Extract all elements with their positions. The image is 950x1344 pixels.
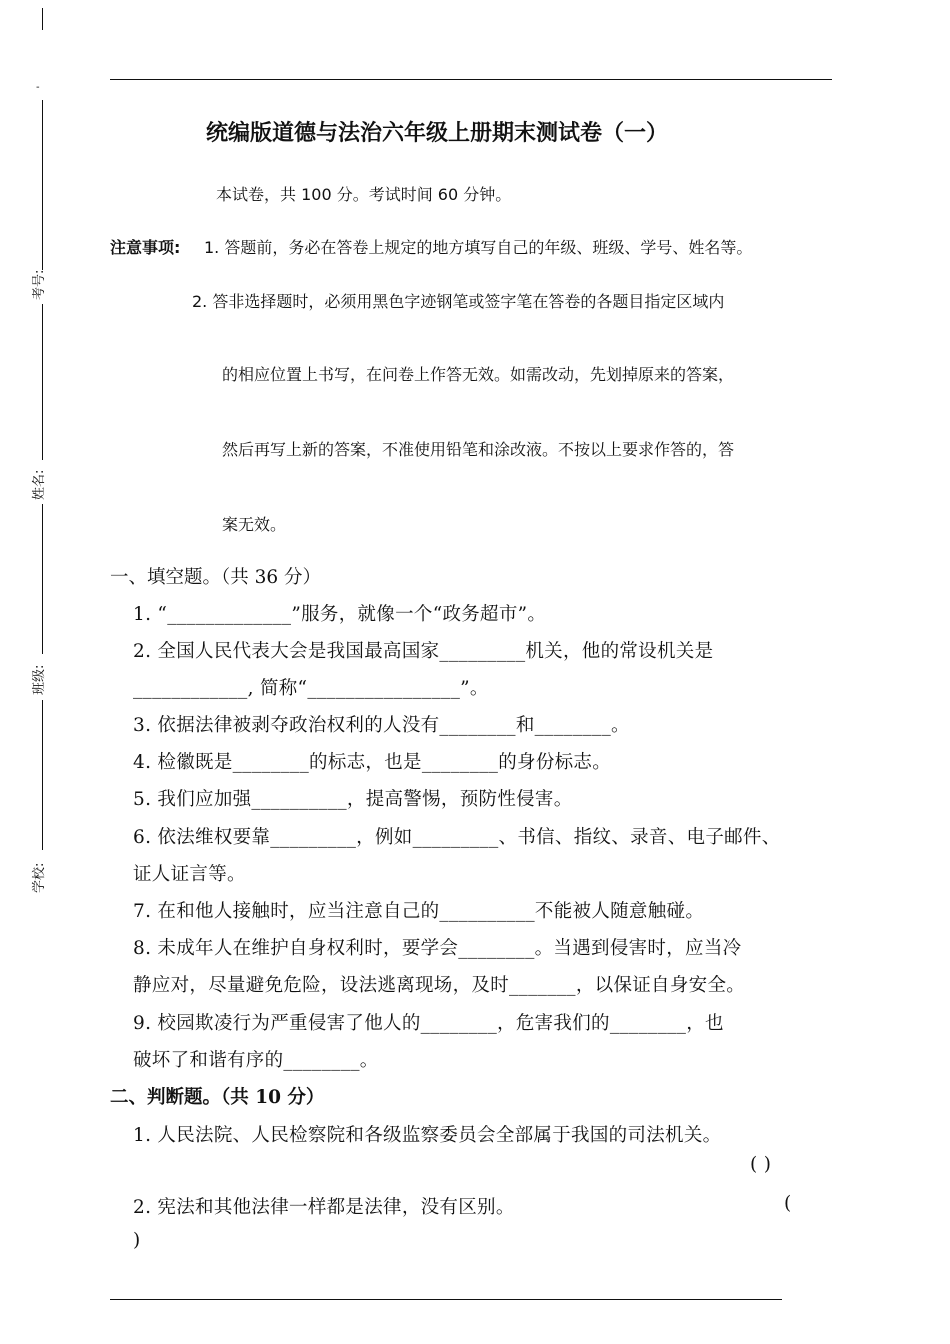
margin-mark: - bbox=[36, 82, 40, 93]
fill-question-9-line-1: 9. 校园欺凌行为严重侵害了他人的________，危害我们的________，也 bbox=[133, 1013, 724, 1034]
kaohao-label: 考号: bbox=[32, 269, 47, 300]
notice-item-2-line-4: 案无效。 bbox=[222, 515, 287, 534]
fill-question-7: 7. 在和他人接触时，应当注意自己的__________不能被人随意触碰。 bbox=[133, 901, 705, 922]
fill-question-9-line-2: 破坏了和谐有序的________。 bbox=[133, 1050, 379, 1071]
fill-question-2-line-2: ____________, 简称“________________”。 bbox=[133, 678, 489, 699]
fill-question-5: 5. 我们应加强__________，提高警惕，预防性侵害。 bbox=[133, 789, 573, 810]
fill-question-3: 3. 依据法律被剥夺政治权利的人没有________和________。 bbox=[133, 715, 630, 736]
xuexiao-label: 学校: bbox=[32, 862, 47, 893]
fill-question-4: 4. 检徽既是________的标志，也是________的身份标志。 bbox=[133, 752, 612, 773]
section-1-heading: 一、填空题。（共 36 分） bbox=[110, 567, 322, 588]
page-title: 统编版道德与法治六年级上册期末测试卷（一） bbox=[206, 121, 669, 146]
fill-question-2-line-1: 2. 全国人民代表大会是我国最高国家_________机关，他的常设机关是 bbox=[133, 641, 714, 662]
judge-question-1-answer-paren: ( ) bbox=[750, 1154, 772, 1175]
judge-question-2-paren-open: ( bbox=[784, 1193, 792, 1214]
fill-question-8-line-2: 静应对，尽量避免危险，设法逃离现场，及时_______，以保证自身安全。 bbox=[133, 975, 746, 996]
margin-line-1 bbox=[42, 100, 43, 270]
notice-label: 注意事项: bbox=[110, 238, 181, 257]
xingming-label: 姓名: bbox=[32, 469, 47, 500]
bottom-rule bbox=[110, 1299, 782, 1300]
margin-top-tick bbox=[42, 8, 43, 30]
banji-label: 班级: bbox=[32, 664, 47, 695]
judge-question-2-paren-close: ) bbox=[133, 1230, 141, 1251]
margin-line-3 bbox=[42, 504, 43, 654]
notice-item-2-line-3: 然后再写上新的答案，不准使用铅笔和涂改液。不按以上要求作答的，答 bbox=[222, 440, 735, 459]
fill-question-1: 1. “_____________”服务，就像一个“政务超市”。 bbox=[133, 604, 547, 625]
section-2-heading: 二、判断题。（共 10 分） bbox=[110, 1087, 325, 1108]
notice-item-1: 1. 答题前，务必在答卷上规定的地方填写自己的年级、班级、学号、姓名等。 bbox=[204, 238, 753, 257]
fill-question-6-line-2: 证人证言等。 bbox=[133, 864, 246, 885]
exam-info: 本试卷，共 100 分。考试时间 60 分钟。 bbox=[216, 185, 512, 204]
fill-question-6-line-1: 6. 依法维权要靠_________，例如_________、书信、指纹、录音、电子邮件、 bbox=[133, 827, 781, 848]
notice-item-2-line-2: 的相应位置上书写，在问卷上作答无效。如需改动，先划掉原来的答案， bbox=[222, 365, 735, 384]
top-rule bbox=[110, 79, 832, 80]
notice-item-2-line-1: 2. 答非选择题时，必须用黑色字迹钢笔或签字笔在答卷的各题目指定区域内 bbox=[192, 292, 725, 311]
judge-question-2: 2. 宪法和其他法律一样都是法律，没有区别。 bbox=[133, 1197, 515, 1218]
fill-question-8-line-1: 8. 未成年人在维护自身权利时，要学会________。当遇到侵害时，应当冷 bbox=[133, 938, 742, 959]
judge-question-1: 1. 人民法院、人民检察院和各级监察委员会全部属于我国的司法机关。 bbox=[133, 1125, 722, 1146]
margin-line-2 bbox=[42, 304, 43, 460]
margin-line-4 bbox=[42, 700, 43, 850]
